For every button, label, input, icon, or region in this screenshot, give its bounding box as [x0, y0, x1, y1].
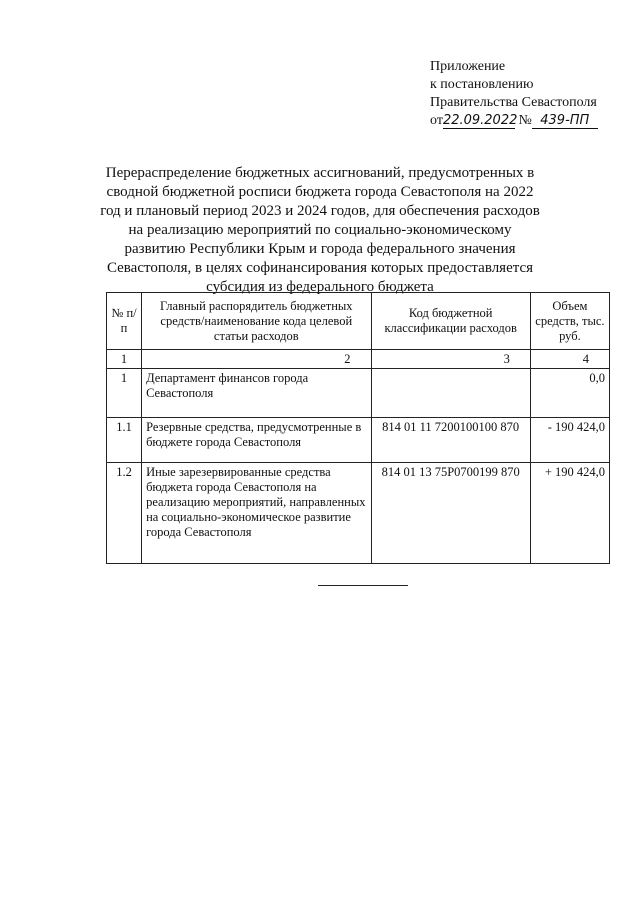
row-name: Департамент финансов города Севастополя — [142, 369, 371, 418]
row-number: 1 — [107, 369, 142, 418]
decree-date: 22.09.2022 — [442, 113, 518, 128]
index-cell: 4 — [530, 350, 609, 369]
row-code — [371, 369, 530, 418]
appendix-line-1: Приложение — [430, 59, 506, 74]
row-code: 814 01 11 7200100100 870 — [371, 418, 530, 463]
row-code: 814 01 13 75Р0700199 870 — [371, 463, 530, 564]
header-code: Код бюджетной классификации расходов — [371, 293, 530, 350]
decree-number: 439-ПП — [532, 113, 598, 129]
table-header-row — [107, 293, 610, 350]
header-name: Главный распорядитель бюджетных средств/наименование кода целевой статьи расходов — [142, 293, 371, 350]
row-number: 1.1 — [107, 418, 142, 463]
header-number: № п/п — [107, 293, 142, 350]
header-amount: Объем средств, тыс. руб. — [530, 293, 609, 350]
appendix-line-2: к постановлению — [430, 77, 534, 92]
index-cell: 3 — [371, 350, 530, 369]
table-row — [107, 463, 610, 564]
number-label: № — [518, 113, 532, 128]
index-cell: 1 — [107, 350, 142, 369]
row-number: 1.2 — [107, 463, 142, 564]
table-row — [107, 418, 610, 463]
row-amount: 0,0 — [530, 369, 609, 418]
row-name: Иные зарезервированные средства бюджета города Севастополя на реализацию мероприятий, направленных на социально-экономическое развитие города Севастополя — [142, 463, 371, 564]
row-amount: + 190 424,0 — [530, 463, 609, 564]
index-cell: 2 — [142, 350, 371, 369]
table-index-row — [107, 350, 610, 369]
row-amount: - 190 424,0 — [530, 418, 609, 463]
appendix-date-line — [430, 112, 598, 130]
appendix-block — [430, 58, 598, 130]
row-name: Резервные средства, предусмотренные в бюджете города Севастополя — [142, 418, 371, 463]
table-row — [107, 369, 610, 418]
budget-table — [106, 292, 610, 564]
from-label: от — [430, 113, 443, 128]
end-divider — [318, 585, 408, 586]
appendix-line-3: Правительства Севастополя — [430, 95, 597, 110]
document-title: Перераспределение бюджетных ассигнований, предусмотренных в сводной бюджетной росписи бюджета города Севастополя на 2022 год и плановый период 2023 и 2024 годов, для обеспечения расходов на реализацию мероприятий по социально-экономическому развитию Республики Крым и города федерального значения Севастополя, в целях софинансирования которых предоставляется субсидия из федерального бюджета — [100, 165, 540, 295]
